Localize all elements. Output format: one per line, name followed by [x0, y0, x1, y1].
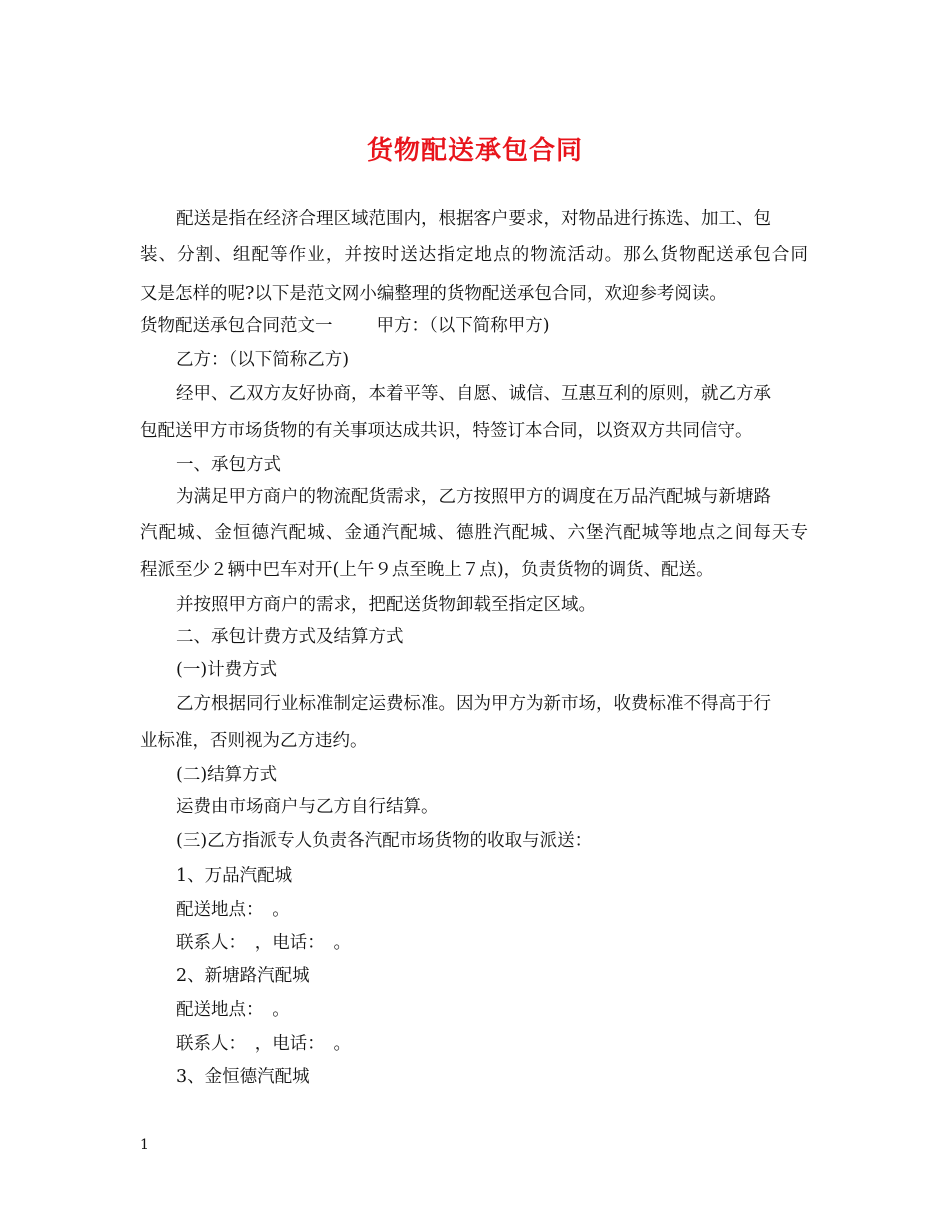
market-3-name: 3、金恒德汽配城: [176, 1067, 310, 1087]
sub1-line-2: 业标准，否则视为乙方违约。: [140, 731, 368, 751]
section1-extra: 并按照甲方商户的需求，把配送货物卸载至指定区域。: [176, 595, 596, 615]
sub1-line-1: 乙方根据同行业标准制定运费标准。因为甲方为新市场，收费标准不得高于行: [176, 694, 771, 714]
sub2-body: 运费由市场商户与乙方自行结算。: [176, 797, 439, 817]
market-1-contact: 联系人： ，电话： 。: [176, 933, 351, 953]
intro-line-3: 又是怎样的呢?以下是范文网小编整理的货物配送承包合同，欢迎参考阅读。: [140, 284, 727, 304]
market-2-name: 2、新塘路汽配城: [176, 966, 310, 986]
party-b: 乙方：（以下简称乙方): [176, 350, 350, 370]
section1-line-1: 为满足甲方商户的物流配货需求，乙方按照甲方的调度在万品汽配城与新塘路: [176, 487, 771, 507]
section1-title: 一、承包方式: [176, 455, 281, 475]
intro-line-1: 配送是指在经济合理区域范围内，根据客户要求，对物品进行拣选、加工、包: [176, 209, 771, 229]
intro-line-2: 装、分割、组配等作业，并按时送达指定地点的物流活动。那么货物配送承包合同: [140, 245, 808, 265]
document-title: 货物配送承包合同: [366, 136, 583, 166]
sub3-title: (三)乙方指派专人负责各汽配市场货物的收取与派送：: [176, 831, 593, 851]
page-number: 1: [140, 1137, 149, 1153]
market-2-address: 配送地点： 。: [176, 1000, 290, 1020]
sample-heading: 货物配送承包合同范文一: [140, 316, 333, 336]
preamble-line-2: 包配送甲方市场货物的有关事项达成共识，特签订本合同，以资双方共同信守。: [140, 421, 753, 441]
sample-heading-row: [140, 316, 550, 336]
section2-title: 二、承包计费方式及结算方式: [176, 627, 404, 647]
market-1-name: 1、万品汽配城: [176, 866, 293, 886]
party-a: 甲方：（以下简称甲方): [376, 316, 550, 336]
section1-line-3: 程派至少２辆中巴车对开(上午９点至晚上７点)，负责货物的调货、配送。: [140, 560, 714, 580]
sub1-title: (一)计费方式: [176, 660, 278, 680]
market-1-address: 配送地点： 。: [176, 900, 290, 920]
section1-line-2: 汽配城、金恒德汽配城、金通汽配城、德胜汽配城、六堡汽配城等地点之间每天专: [140, 523, 808, 543]
sub2-title: (二)结算方式: [176, 765, 278, 785]
market-2-contact: 联系人： ，电话： 。: [176, 1034, 351, 1054]
preamble-line-1: 经甲、乙双方友好协商，本着平等、自愿、诚信、互惠互利的原则，就乙方承: [176, 384, 771, 404]
